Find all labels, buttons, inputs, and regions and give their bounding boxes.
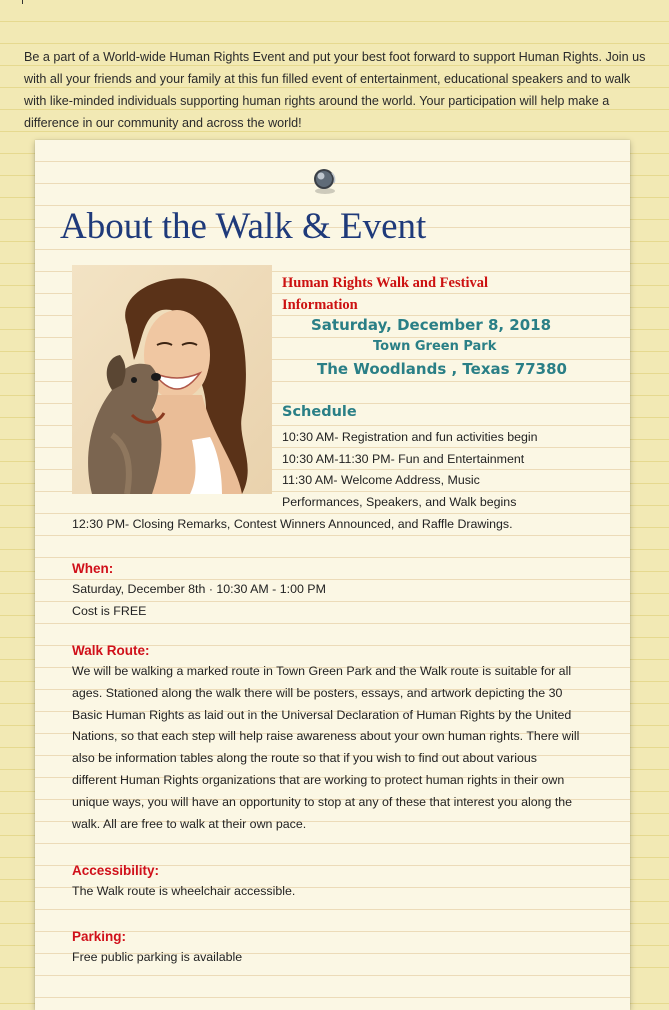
schedule-item: 11:30 AM- Welcome Address, Music Performances, Speakers, and Walk begins bbox=[282, 473, 517, 510]
accessibility-section bbox=[72, 860, 592, 903]
when-cost: Cost is FREE bbox=[72, 603, 147, 618]
event-city: The Woodlands , Texas 77380 bbox=[317, 360, 567, 378]
parking-heading: Parking: bbox=[72, 929, 127, 944]
text-cursor-mark bbox=[22, 0, 23, 4]
page-title: About the Walk & Event bbox=[60, 206, 427, 247]
schedule-item: 10:30 AM- Registration and fun activities begin bbox=[282, 430, 538, 444]
event-venue: Town Green Park bbox=[373, 339, 497, 354]
schedule-item: 10:30 AM-11:30 PM- Fun and Entertainment bbox=[282, 451, 525, 466]
accessibility-text: The Walk route is wheelchair accessible. bbox=[72, 884, 296, 898]
walk-route-heading: Walk Route: bbox=[72, 643, 150, 658]
info-heading: Human Rights Walk and Festival Information bbox=[282, 275, 489, 313]
walk-route-text: We will be walking a marked route in Town Green Park and the Walk route is suitable for all ages. Stationed along the walk there will be posters, essays, and artwork depicting the 30 Basic Human Rights as laid out in the Universal Declaration of Human Rights by the United Nations, so that each step will help raise awareness about your own human rights. There will also be information tables along the route so that if you wish to find out about various different Human Rights organizations that are working to protect human rights in their own unique ways, you will have an opportunity to stop at any of these that interest you along the walk. All are free to walk at their own pace. bbox=[72, 664, 580, 831]
parking-text: Free public parking is available bbox=[72, 950, 243, 964]
parking-section bbox=[72, 926, 592, 969]
accessibility-heading: Accessibility: bbox=[72, 863, 160, 878]
event-date: Saturday, December 8, 2018 bbox=[311, 316, 552, 334]
woman-with-dog-photo bbox=[72, 265, 272, 494]
walk-route-section bbox=[72, 640, 592, 835]
schedule-item: 12:30 PM- Closing Remarks, Contest Winners Announced, and Raffle Drawings. bbox=[72, 517, 513, 531]
when-date-time: Saturday, December 8th · 10:30 AM - 1:00 PM bbox=[72, 582, 326, 596]
when-section bbox=[72, 558, 592, 623]
schedule-heading: Schedule bbox=[282, 404, 357, 420]
when-heading: When: bbox=[72, 561, 114, 576]
schedule-list bbox=[282, 427, 562, 514]
pushpin-icon bbox=[308, 165, 340, 197]
intro-paragraph: Be a part of a World-wide Human Rights Event and put your best foot forward to support Human Rights. Join us with all your friends and your family at this fun filled event of entertainment, educational speakers and to walk with like-minded individuals supporting human rights around the world. Your participation will help make a difference in our community and across the world! bbox=[24, 49, 646, 130]
